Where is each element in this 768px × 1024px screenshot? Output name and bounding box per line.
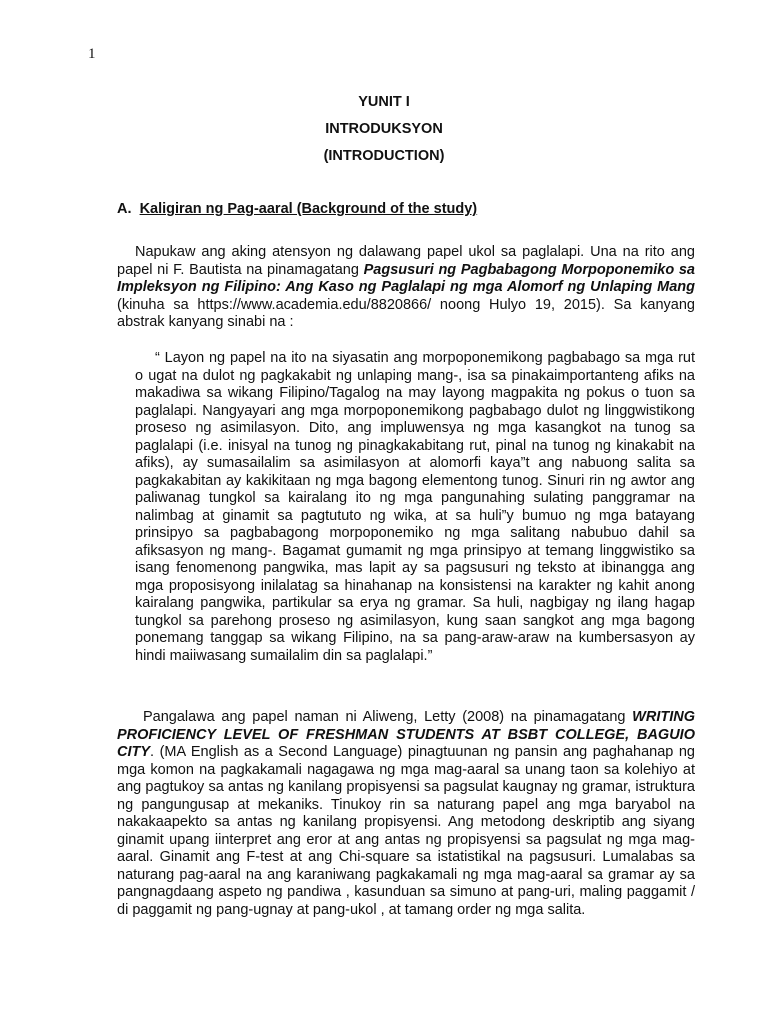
page-number: 1 bbox=[88, 46, 96, 62]
block-quote bbox=[135, 350, 695, 665]
paragraph-2-outro: . (MA English as a Second Language) pinagtuunan ng pansin ang paghahanap ng mga komon na pagkakamali nagagawa ng mga mag-aaral sa unang taon sa kolehiyo at ang pagtukoy sa antas ng kanilang propisyensi sa pagsulat kaugnay ng gramar, istruktura ng pangungusap at mekaniks. Tinukoy rin sa naturang papel ang mga baryabol na nakakaapekto sa antas ng kanilang propisyensi. Ang metodong deskriptib ang siyang ginamit upang iinterpret ang eror at ang antas ng propisyensi sa pagsulat ng mga mag-aaral. Ginamit ang F-test at ang Chi-square sa istatistikal na pagsusuri. Lumalabas sa naturang pag-aaral na ang karaniwang pagkakamali ng mga mag-aaral sa gramar ay sa pangnagdaang aspeto ng pandiwa , kasunduan sa simuno at pang-uri, maling paggamit / di paggamit ng pang-ugnay at pang-ukol , at tamang order ng mga salita. bbox=[117, 744, 695, 918]
paragraph-2-work-title: WRITING PROFICIENCY LEVEL OF FRESHMAN STUDENTS AT BSBT COLLEGE, BAGUIO CITY bbox=[117, 709, 695, 760]
section-heading bbox=[117, 201, 477, 217]
section-heading-text: Kaligiran ng Pag-aaral (Background of the study) bbox=[139, 201, 478, 217]
section-letter: A. bbox=[117, 201, 132, 217]
paragraph-2 bbox=[117, 709, 695, 919]
block-quote-text: “ Layon ng papel na ito na siyasatin ang morpoponemikong pagbabago sa mga rut o ugat na dulot ng pagkakabit ng unlaping mang-, isa sa pinakaimportanteng afiks na makadiwa sa wikang Filipino/Tagalog na may layong magpakita ng pokus o tuon sa paglalapi. Nangyayari ang mga morpoponemikong pagbabago dulot ng linggwistikong proseso ng asimilasyon. Dito, ang impluwensya ng mga kasangkot na tunog sa paglalapi (i.e. inisyal na tunog ng pinagkakabitang rut, pinal na tunog ng kinakabit na afiks), ay sumasailalim sa asimilasyon at alomorfi kaya”t ang nabuong salita sa pagkakabitan ay kakikitaan ng mga bagong elementong tunog. Sinuri rin ng awtor ang paliwanag tungkol sa kairalang ito ng mga pangunahing sulating panggramar na nalimbag at ginamit sa pagtututo ng wika, at sa huli”y bumuo ng mga batayang prinsipyo sa pagbabagong morpoponemiko ng mga salitang nabubuo dahil sa afiksasyon ng mang-. Bagamat gumamit ng mga prinsipyo at temang linggwistiko sa isang fenomenong pangwika, mas lapit ay sa pagsusuri ng teksto at ibinangga ang mga proposisyong inilalatag sa hinahanap na konsistensi na karakter ng kahit anong kairalang pangwika, partikular sa erya ng gramar. Sa huli, nagbigay ng ilang hagap tungkol sa parehong proseso ng asimilasyon, kung saan sangkot ang mga bagong ponemang tanggap sa wikang Filipino, na sa pang-araw-araw na kumbersasyon ay hindi maiiwasang sumailalim din sa paglalapi.” bbox=[135, 350, 695, 664]
paragraph-1 bbox=[117, 244, 695, 332]
paragraph-1-intro: Napukaw ang aking atensyon ng dalawang papel ukol sa paglalapi. Una na rito ang papel ni F. Bautista na pinamagatang bbox=[117, 244, 695, 278]
paragraph-1-outro: (kinuha sa https://www.academia.edu/8820866/ noong Hulyo 19, 2015). Sa kanyang abstrak kanyang sinabi na : bbox=[117, 296, 695, 330]
paragraph-2-intro: Pangalawa ang papel naman ni Aliweng, Letty (2008) na pinamagatang bbox=[143, 709, 633, 725]
page-title: INTRODUKSYON bbox=[325, 121, 443, 137]
unit-label: YUNIT I bbox=[358, 94, 410, 110]
paragraph-1-work-title: Pagsusuri ng Pagbabagong Morpoponemiko sa Impleksyon ng Filipino: Ang Kaso ng Paglalapi ng mga Alomorf ng Unlaping Mang bbox=[117, 261, 695, 295]
page-title-english: (INTRODUCTION) bbox=[323, 148, 445, 164]
